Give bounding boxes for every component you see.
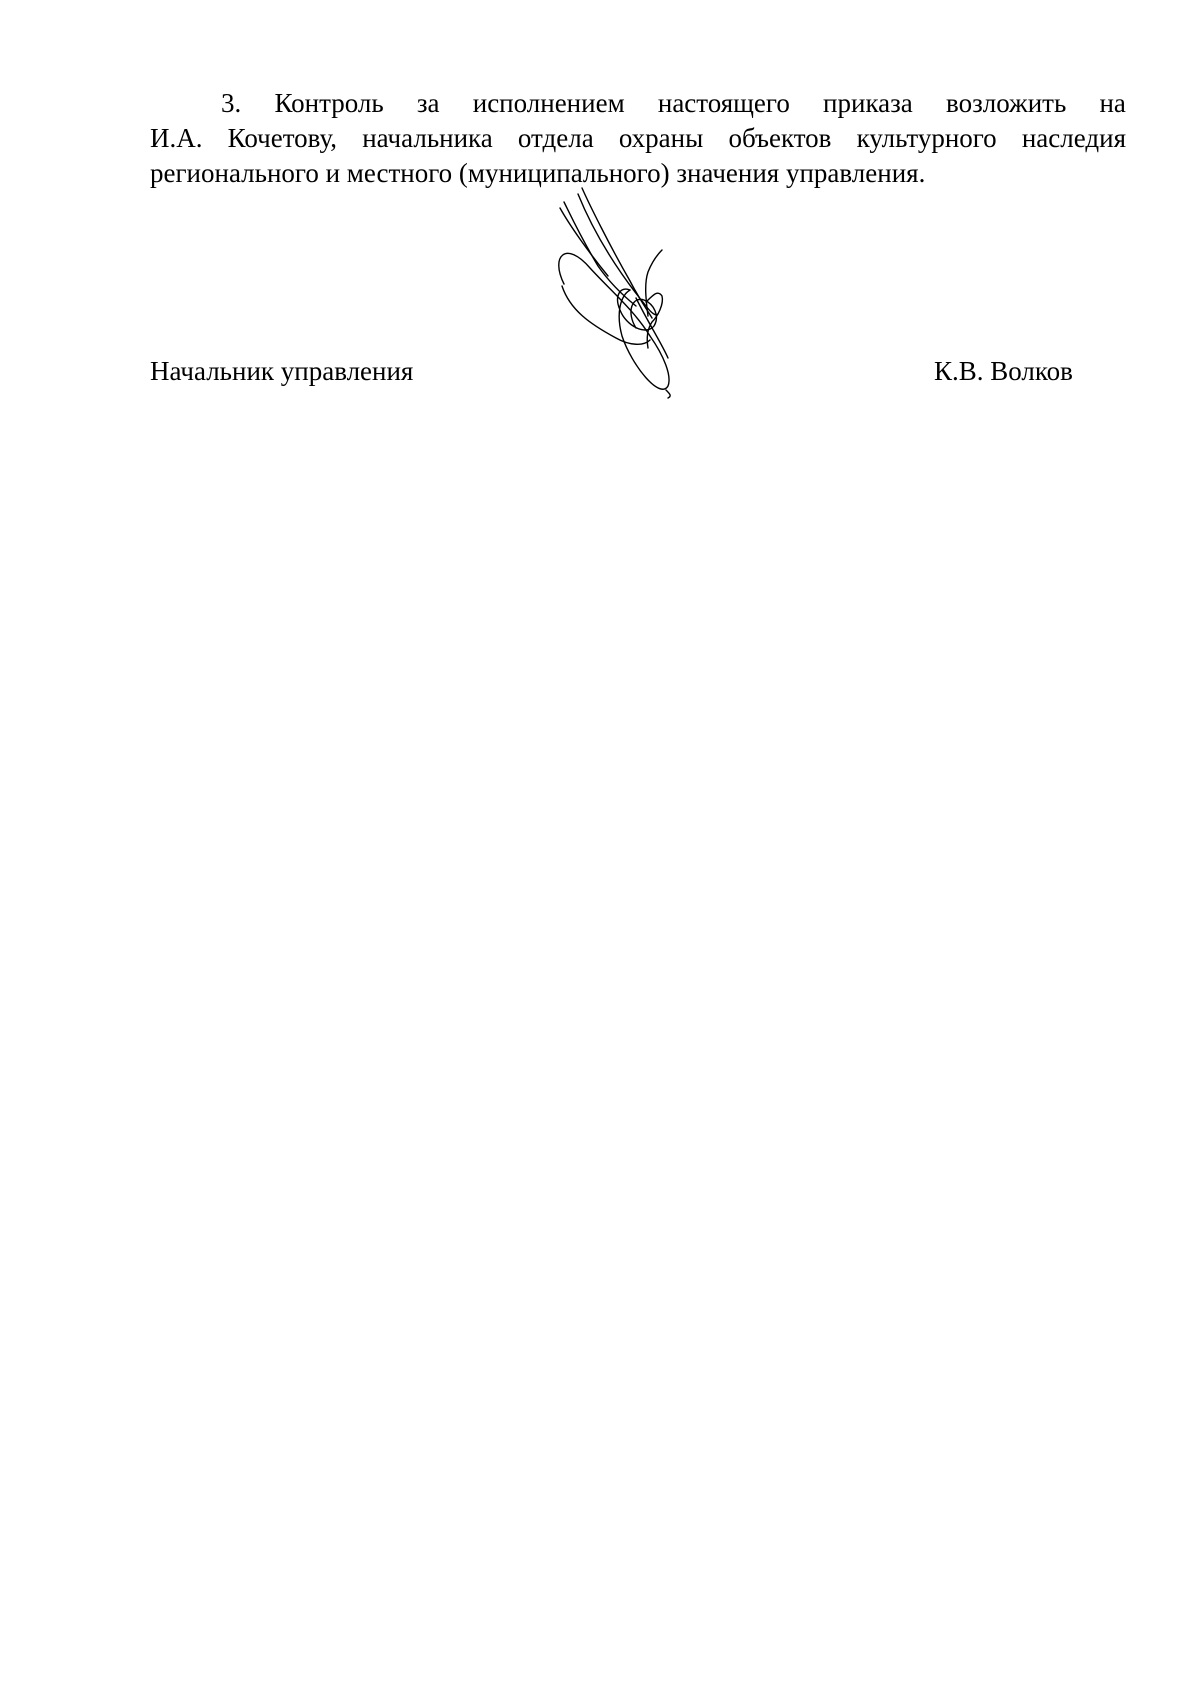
word: возложить: [946, 88, 1067, 118]
paragraph-line-1: [150, 86, 1126, 121]
word: настоящего: [657, 88, 790, 118]
handwritten-signature: [550, 186, 710, 432]
word: культурного: [856, 123, 997, 153]
word: исполнением: [472, 88, 625, 118]
word: наследия: [1021, 123, 1126, 153]
word: охраны: [618, 123, 704, 153]
word: на: [1099, 88, 1126, 118]
word: 3.: [221, 88, 242, 118]
word: приказа: [823, 88, 913, 118]
paragraph-line-2: [150, 121, 1126, 156]
signer-title: Начальник управления: [150, 356, 414, 386]
paragraph-line-3: регионального и местного (муниципального) значения управления.: [150, 158, 926, 188]
word: Контроль: [274, 88, 384, 118]
word: И.А.: [150, 123, 203, 153]
word: Кочетову,: [227, 123, 338, 153]
word: за: [416, 88, 440, 118]
word: объектов: [728, 123, 832, 153]
signer-name: К.В. Волков: [934, 356, 1073, 386]
word: отдела: [517, 123, 594, 153]
word: начальника: [362, 123, 493, 153]
paragraph-item-3: [150, 86, 1126, 191]
